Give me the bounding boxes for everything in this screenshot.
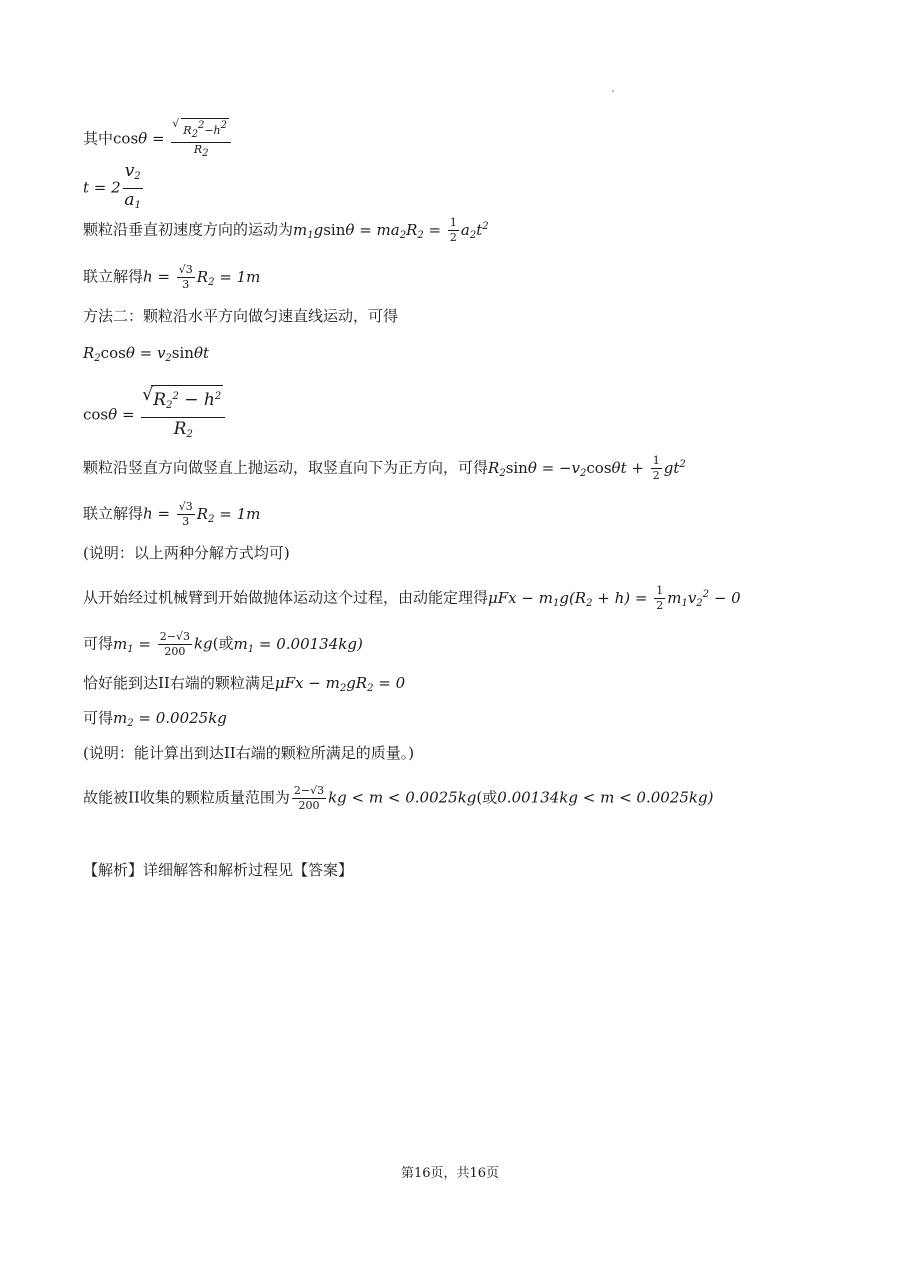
note-decomposition: (说明：以上两种分解方式均可) [83,544,290,562]
eq-vertical-throw: 颗粒沿竖直方向做竖直上抛运动，取竖直向下为正方向，可得$R_2\sin\theta = -v_2\cos\theta t$ + $\frac{1}{2}$ $gt^2$ [83,454,686,482]
eq-horizontal: $R_2\cos\theta = v_2\sin\theta t$ [83,344,210,364]
scan-dot [612,90,614,92]
eq-m2-condition: 恰好能到达II右端的颗粒满足$\mu Fx - m_2gR_2 = 0$ [83,674,406,694]
eq-t: t = 2 $\frac{v_2}{a_1}$ [83,161,141,211]
eq-energy-theorem: 从开始经过机械臂到开始做抛体运动这个过程，由动能定理得$\mu Fx - m_1g(R_2 + h)$ = $\frac{1}{2}$ $m_1v_2^2 - 0$ [83,584,741,612]
eq-mass-range: 故能被II收集的颗粒质量范围为 $\frac{2-√3}{200}$ kg < m < 0.0025kg(或0.00134kg < m < 0.0025kg) [83,784,714,812]
eq-cos-theta-1: 其中cosθ = √ $\frac{R_2^2-h^2}{R_2}$ [83,118,233,161]
method-two-text: 方法二：颗粒沿水平方向做匀速直线运动，可得 [83,307,399,325]
eq-m1: 可得$m_1$ = $\frac{2-√3}{200}$ kg(或$m_1 = 0.00134kg$) [83,630,363,658]
eq-h-result-1: 联立解得h = $\frac{√3}{3}$ $R_2 = 1m$ [83,263,261,291]
eq-vertical-motion: 颗粒沿垂直初速度方向的运动为$m_1gsin\theta = ma_2R_2$ = $\frac{1}{2}$ $a_2t^2$ [83,216,489,244]
eq-cos-theta-2: cosθ = √ $\frac{R_2^2 - h^2}{R_2}$ [83,385,227,446]
eq-m2: 可得$m_2 = 0.0025kg$ [83,709,227,729]
analysis-note: 【解析】详细解答和解析过程见【答案】 [83,861,354,879]
page-footer: 第16页，共16页 [400,1166,500,1181]
note-mass: (说明：能计算出到达II右端的颗粒所满足的质量。) [83,744,415,762]
eq-h-result-2: 联立解得h = $\frac{√3}{3}$ $R_2 = 1m$ [83,500,261,528]
